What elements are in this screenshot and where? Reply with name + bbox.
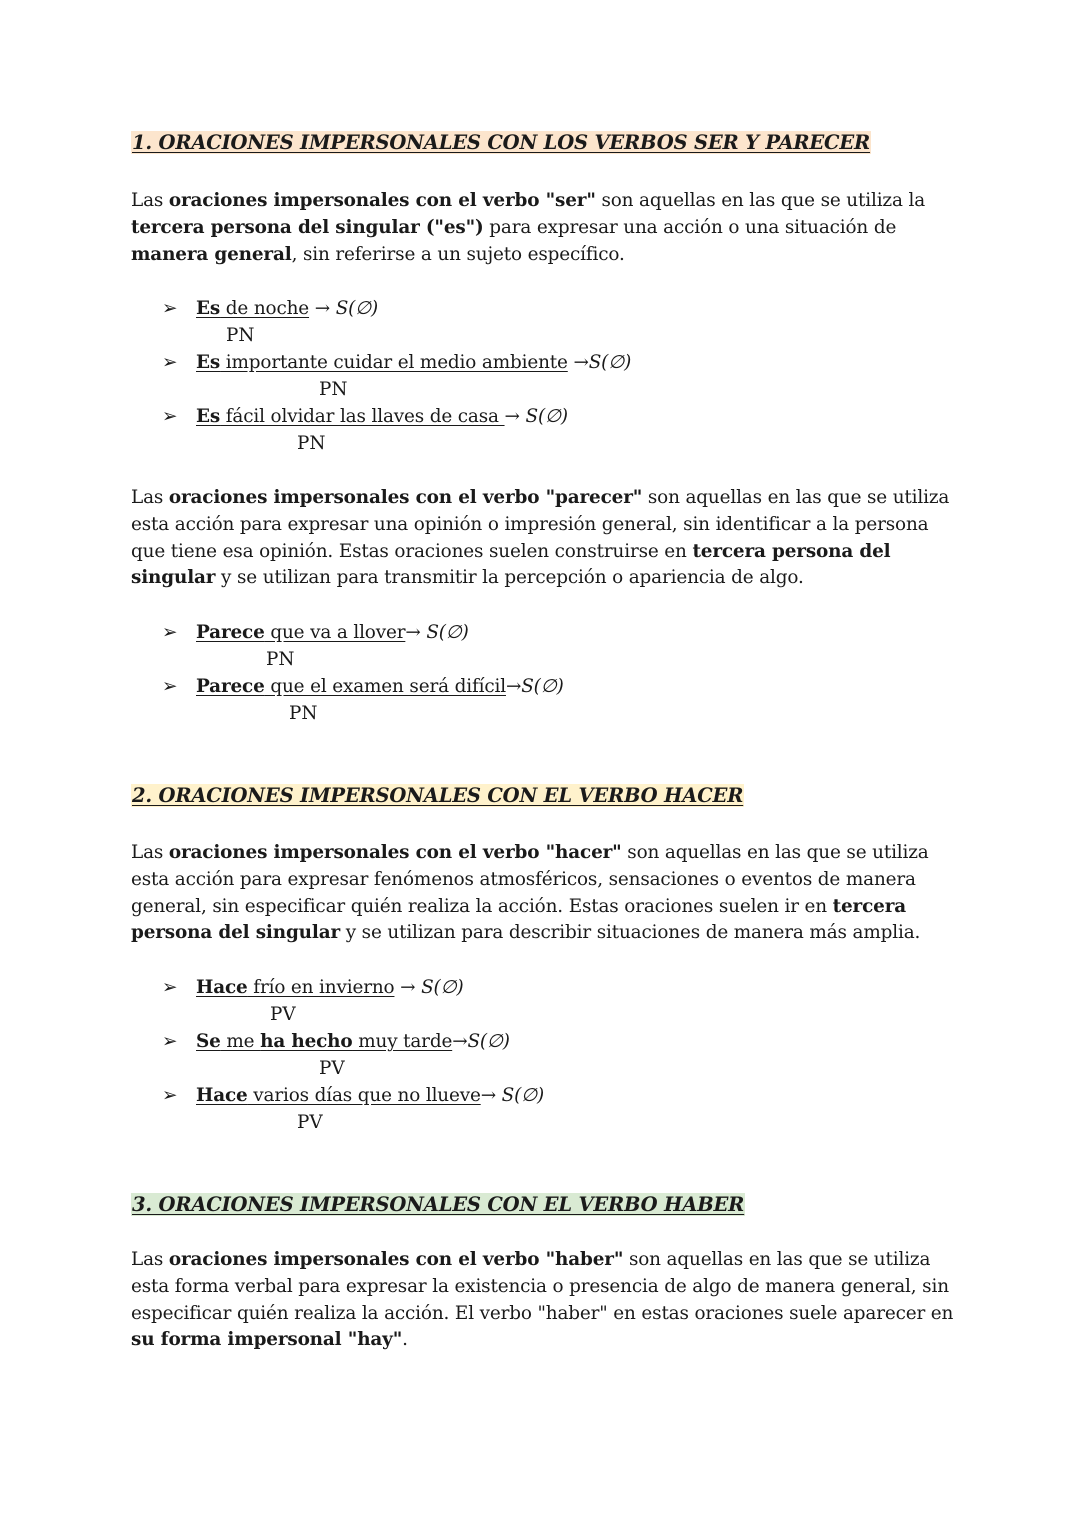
example-sentence [196,622,405,643]
arrow-icon: → [394,977,422,998]
example-item [162,1083,544,1109]
section-1-paragraph-parecer [131,485,961,592]
verb: Parece [196,622,265,643]
verb: Hace [196,1085,248,1106]
text-run: Las [131,190,169,211]
bullet-arrow-icon: ➢ [162,406,178,427]
bullet-arrow-icon: ➢ [162,1031,178,1052]
verb: Parece [196,676,265,697]
arrow-icon: → [504,406,526,427]
section-3-heading-text: 3. ORACIONES IMPERSONALES CON EL VERBO HABER [132,1193,745,1216]
verb: Hace [196,977,248,998]
text-run: y se utilizan para transmitir la percepción o apariencia de algo. [215,567,804,589]
verb: Se [196,1031,221,1052]
bullet-arrow-icon: ➢ [162,298,178,319]
example-item [162,350,631,376]
predicate-tag: PN [266,649,295,670]
example-sentence [196,676,506,697]
example-sentence [196,1085,481,1106]
bold-run: oraciones impersonales con el verbo "hacer" [168,842,622,863]
section-2-heading [131,783,744,809]
text-run: y se utilizan para describir situaciones de manera más amplia. [340,922,921,944]
bold-run: manera general [131,243,292,265]
bold-run: su forma impersonal "hay" [131,1329,403,1351]
example-item [162,404,568,430]
subject-result: S(∅) [421,977,464,998]
arrow-icon: → [567,352,589,373]
example-sentence [196,406,505,427]
predicate-tag: PV [319,1058,345,1079]
subject-result: S(∅) [426,622,469,643]
bullet-arrow-icon: ➢ [162,1085,178,1106]
subject-result: S(∅) [521,676,564,697]
verb: Es [196,406,221,427]
section-2-paragraph-hacer [131,840,961,947]
subject-result: S(∅) [467,1031,510,1052]
example-item [162,975,463,1001]
example-rest: fácil olvidar las llaves de casa [220,406,505,427]
bold-run: tercera persona del singular ("es") [131,216,484,238]
example-rest: muy tarde [352,1031,453,1052]
bullet-arrow-icon: ➢ [162,622,178,643]
bold-run: oraciones impersonales con el verbo "haber" [168,1249,624,1270]
arrow-icon: → [452,1031,468,1052]
section-3-paragraph-haber [131,1247,961,1354]
text-run: Las [131,1249,169,1270]
text-run: Las [131,487,169,508]
subject-result: S(∅) [525,406,568,427]
arrow-icon: → [505,676,522,697]
predicate-tag: PN [226,325,255,346]
bullet-arrow-icon: ➢ [162,676,178,697]
text-run: son aquellas en las que se utiliza esta acción para expresar fenómenos atmosféricos, sensaciones o eventos de manera general, sin especificar quién realiza la acción. Estas oraciones suelen ir en [131,842,929,917]
example-sentence [196,298,309,319]
verb: ha hecho [260,1031,353,1052]
subject-result: S(∅) [501,1085,545,1106]
example-item [162,296,378,322]
text-run: son aquellas en las que se utiliza la [595,190,926,211]
example-rest: que el examen será difícil [264,676,506,697]
text-run: , sin referirse a un sujeto específico. [291,243,625,265]
example-sentence [196,352,568,373]
example-item [162,620,469,646]
section-1-heading-text: 1. ORACIONES IMPERSONALES CON LOS VERBOS SER Y PARECER [132,131,871,154]
subject-result: S(∅) [335,298,379,319]
section-1-paragraph-ser [131,188,961,268]
example-rest: frío en invierno [247,977,395,998]
predicate-tag: PV [270,1004,296,1025]
subject-result: S(∅) [588,352,632,373]
bullet-arrow-icon: ➢ [162,977,178,998]
example-item [162,674,564,700]
section-2-heading-text: 2. ORACIONES IMPERSONALES CON EL VERBO HACER [132,784,744,807]
bold-run: oraciones impersonales con el verbo "ser" [168,190,596,211]
predicate-tag: PN [319,379,348,400]
predicate-tag: PN [289,703,318,724]
example-rest: varios días que no llueve [247,1085,481,1106]
bold-run: tercera persona del singular [131,895,906,944]
example-rest: que va a llover [264,622,406,643]
text-run: . [402,1329,408,1351]
bold-run: tercera persona del singular [131,540,891,589]
predicate-tag: PV [297,1112,323,1133]
example-rest: importante cuidar el medio ambiente [220,352,568,373]
verb: Es [196,352,221,373]
arrow-icon: → [405,622,427,643]
predicate-tag: PN [297,433,326,454]
example-rest: de noche [220,298,310,319]
text-run: son aquellas en las que se utiliza esta forma verbal para expresar la existencia o presencia de algo de manera general, sin especificar quién realiza la acción. El verbo "haber" en estas oraciones suele aparecer en [131,1249,954,1324]
example-item [162,1029,510,1055]
bold-run: oraciones impersonales con el verbo "parecer" [168,487,643,508]
bullet-arrow-icon: ➢ [162,352,178,373]
example-mid: me [220,1031,261,1052]
example-sentence [196,1031,452,1052]
arrow-icon: → [480,1085,502,1106]
example-sentence [196,977,394,998]
text-run: Las [131,842,169,863]
arrow-icon: → [309,298,336,319]
section-1-heading [131,130,871,156]
text-run: para expresar una acción o una situación de [483,216,897,238]
section-3-heading [131,1192,745,1218]
text-run: son aquellas en las que se utiliza esta acción para expresar una opinión o impresión general, sin identificar a la persona que tiene esa opinión. Estas oraciones suelen construirse en [131,487,950,562]
verb: Es [196,298,221,319]
